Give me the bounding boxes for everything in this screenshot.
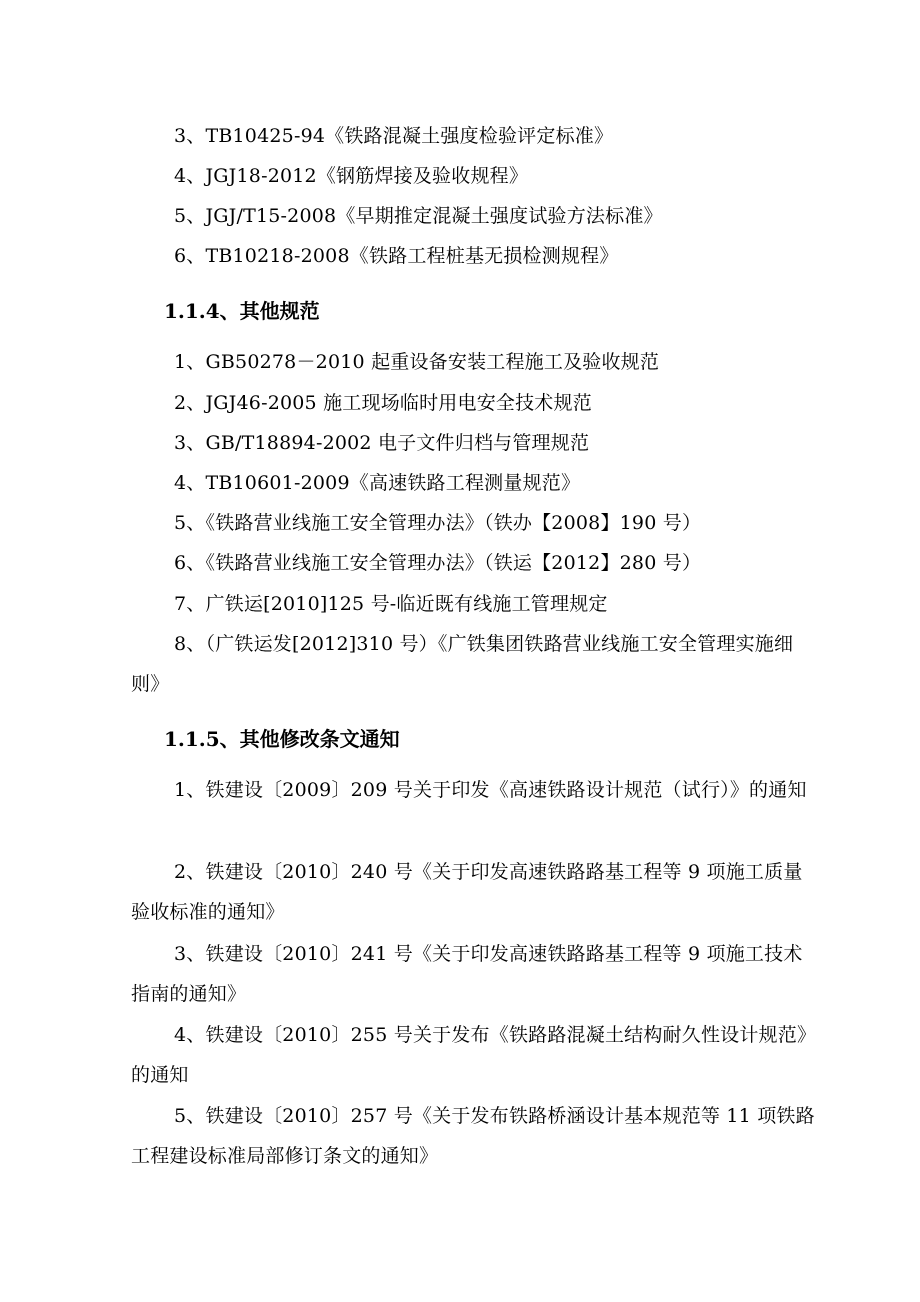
section-heading-other-specs: 1.1.4、其他规范	[164, 299, 320, 323]
standard-item: 5、JGJ/T15-2008《早期推定混凝土强度试验方法标准》	[174, 205, 663, 227]
spec-item: 7、广铁运[2010]125 号-临近既有线施工管理规定	[174, 593, 608, 615]
spec-item: 8、（广铁运发[2012]310 号）《广铁集团铁路营业线施工安全管理实施细则》	[131, 633, 794, 695]
amendment-item: 3、铁建设〔2010〕241 号《关于印发高速铁路路基工程等 9 项施工技术指南的通知》	[131, 943, 803, 1005]
amendment-item: 5、铁建设〔2010〕257 号《关于发布铁路桥涵设计基本规范等 11 项铁路工程建设标准局部修订条文的通知》	[131, 1105, 815, 1167]
standard-item: 4、JGJ18-2012《钢筋焊接及验收规程》	[174, 165, 529, 187]
spec-item: 6、《铁路营业线施工安全管理办法》（铁运【2012】280 号）	[174, 552, 702, 574]
spec-item: 5、《铁路营业线施工安全管理办法》（铁办【2008】190 号）	[174, 512, 702, 534]
amendment-item: 2、铁建设〔2010〕240 号《关于印发高速铁路路基工程等 9 项施工质量验收标准的通知》	[131, 861, 803, 923]
amendment-item: 1、铁建设〔2009〕209 号关于印发《高速铁路设计规范（试行）》的通知	[174, 779, 807, 801]
spec-item: 1、GB50278－2010 起重设备安装工程施工及验收规范	[174, 351, 660, 373]
spec-item: 2、JGJ46-2005 施工现场临时用电安全技术规范	[174, 392, 592, 414]
standard-item: 3、TB10425-94《铁路混凝土强度检验评定标准》	[174, 125, 614, 147]
section-heading-amendments: 1.1.5、其他修改条文通知	[164, 727, 400, 751]
standard-item: 6、TB10218-2008《铁路工程桩基无损检测规程》	[174, 245, 619, 267]
spec-item: 4、TB10601-2009《高速铁路工程测量规范》	[174, 472, 581, 494]
amendment-item: 4、铁建设〔2010〕255 号关于发布《铁路路混凝土结构耐久性设计规范》的通知	[131, 1024, 817, 1086]
spec-item: 3、GB/T18894-2002 电子文件归档与管理规范	[174, 432, 590, 454]
